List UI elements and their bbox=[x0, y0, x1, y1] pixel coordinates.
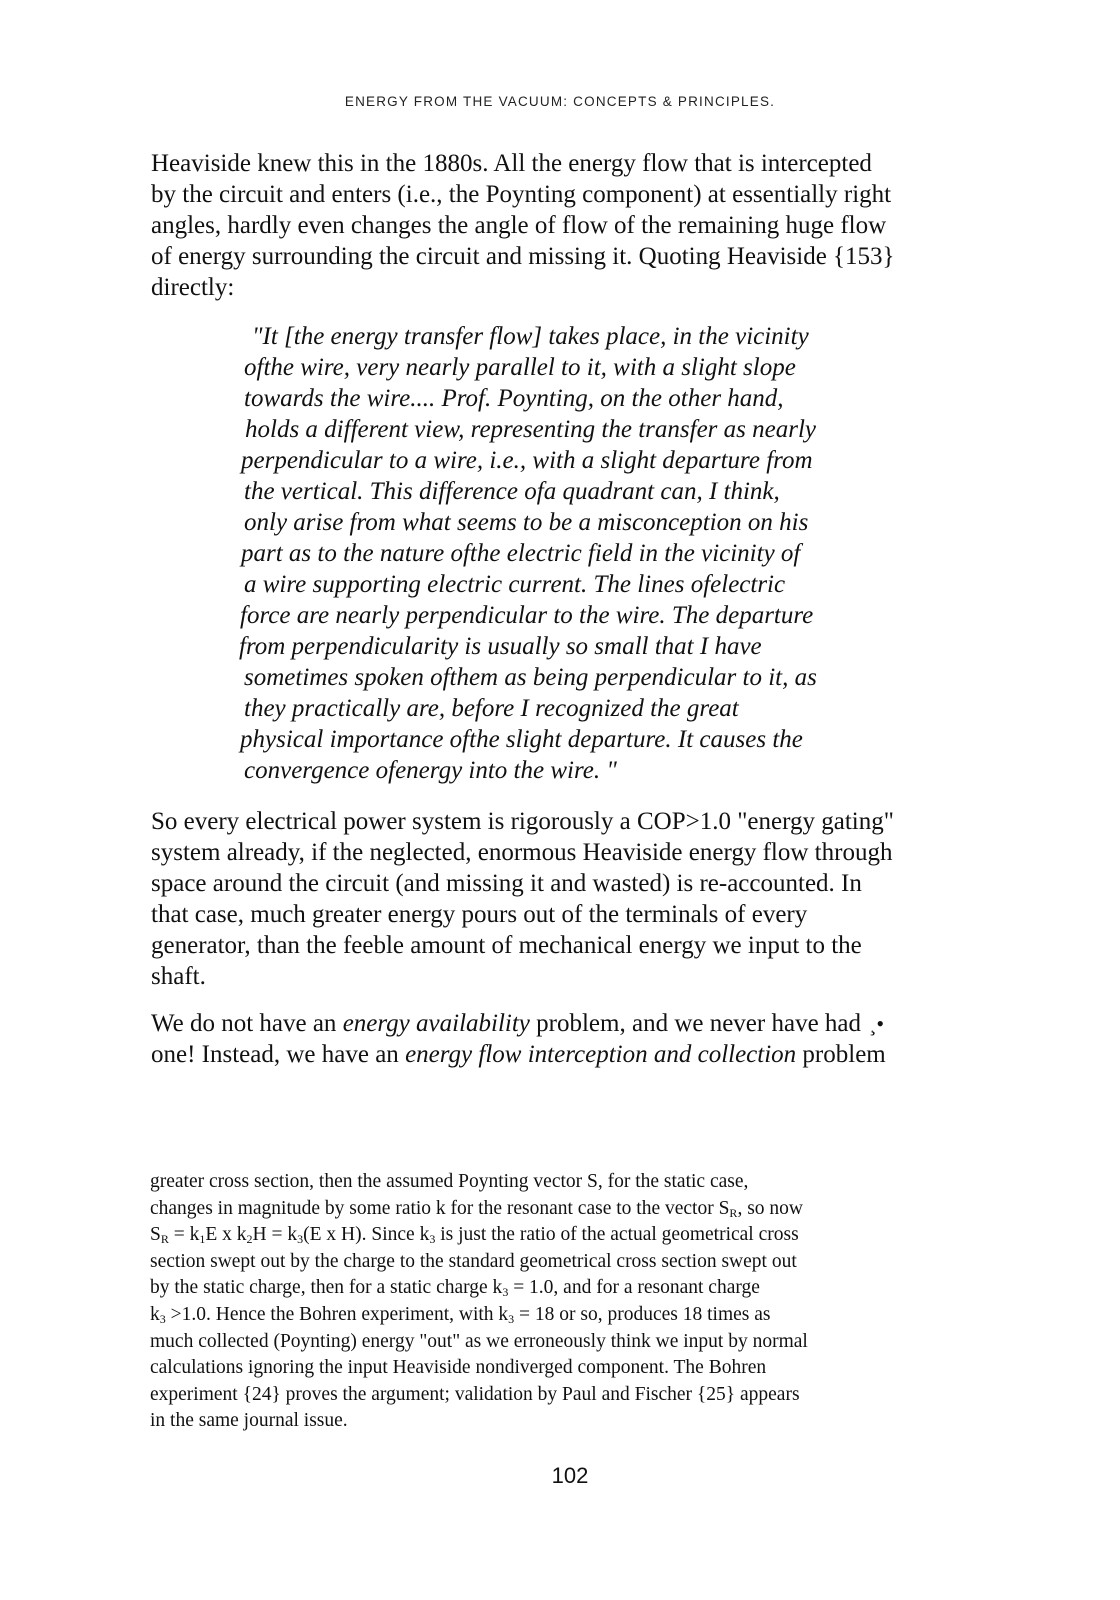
text-line: directly: bbox=[151, 274, 235, 301]
footnote bbox=[150, 1169, 990, 1435]
footnote-line: much collected (Poynting) energy "out" as we erroneously think we input by normal bbox=[150, 1330, 808, 1352]
text-run: problem, and we never have had bbox=[529, 1010, 862, 1037]
text-run: >1.0. Hence the Bohren experiment, with k bbox=[165, 1303, 509, 1325]
quote-line: physical importance ofthe slight departure. It causes the bbox=[240, 726, 803, 753]
quote-line: only arise from what seems to be a misconception on his bbox=[244, 509, 809, 536]
text-line: that case, much greater energy pours out of the terminals of every bbox=[151, 901, 808, 928]
subscript: 3 bbox=[502, 1285, 509, 1300]
heaviside-quote bbox=[238, 321, 898, 786]
quote-line: sometimes spoken ofthem as being perpendicular to it, as bbox=[244, 664, 817, 691]
stray-mark: ¸• bbox=[869, 1011, 885, 1036]
quote-line: the vertical. This difference ofa quadrant can, I think, bbox=[244, 478, 780, 505]
subscript: 3 bbox=[429, 1232, 436, 1247]
quote-line: holds a different view, representing the transfer as nearly bbox=[245, 416, 816, 443]
footnote-line: greater cross section, then the assumed Poynting vector S, for the static case, bbox=[150, 1171, 749, 1192]
quote-line: towards the wire.... Prof. Poynting, on the other hand, bbox=[244, 385, 784, 412]
text-run: E x k bbox=[205, 1224, 247, 1246]
subscript: 1 bbox=[199, 1232, 206, 1247]
footnote-line: calculations ignoring the input Heaviside nondiverged component. The Bohren bbox=[150, 1357, 767, 1379]
text-run: H = k bbox=[252, 1224, 298, 1246]
text-line: So every electrical power system is rigorously a COP>1.0 "energy gating" bbox=[151, 808, 894, 835]
text-line bbox=[151, 1008, 981, 1039]
subscript: R bbox=[160, 1232, 169, 1247]
running-header: ENERGY FROM THE VACUUM: CONCEPTS & PRINCIPLES. bbox=[344, 94, 776, 109]
text-line: space around the circuit (and missing it and wasted) is re-accounted. In bbox=[151, 870, 862, 897]
text-run: changes in magnitude by some ratio k for the resonant case to the vector S bbox=[150, 1197, 730, 1219]
footnote-line: experiment {24} proves the argument; validation by Paul and Fischer {25} appears bbox=[150, 1383, 800, 1405]
footnote-line: in the same journal issue. bbox=[150, 1410, 348, 1432]
quote-line: perpendicular to a wire, i.e., with a slight departure from bbox=[241, 447, 813, 474]
footnote-line bbox=[150, 1196, 990, 1223]
paragraph-energy-availability bbox=[151, 1008, 981, 1070]
text-run: , so now bbox=[737, 1197, 803, 1219]
text-run: = k bbox=[168, 1224, 200, 1246]
text-run: is just the ratio of the actual geometrical cross bbox=[435, 1224, 799, 1246]
text-line: by the circuit and enters (i.e., the Poynting component) at essentially right bbox=[151, 181, 892, 208]
footnote-line bbox=[150, 1302, 990, 1329]
text-run: We do not have an bbox=[151, 1010, 343, 1037]
page-number: 102 bbox=[551, 1463, 589, 1488]
text-line: shaft. bbox=[151, 963, 206, 990]
subscript: 3 bbox=[159, 1311, 166, 1326]
text-line: Heaviside knew this in the 1880s. All the energy flow that is intercepted bbox=[151, 150, 872, 177]
paragraph-heaviside-intro bbox=[151, 148, 981, 303]
text-line: angles, hardly even changes the angle of flow of the remaining huge flow bbox=[151, 212, 887, 239]
subscript: 3 bbox=[297, 1232, 304, 1247]
paragraph-cop-power-system bbox=[151, 806, 981, 992]
quote-line: ofthe wire, very nearly parallel to it, with a slight slope bbox=[244, 354, 796, 381]
quote-line: "It [the energy transfer flow] takes place, in the vicinity bbox=[252, 323, 809, 350]
text-run: k bbox=[150, 1303, 160, 1325]
emphasis-text: energy availability bbox=[342, 1010, 530, 1037]
text-line: system already, if the neglected, enormous Heaviside energy flow through bbox=[151, 839, 893, 866]
text-run: one! Instead, we have an bbox=[151, 1041, 406, 1068]
text-run: = 1.0, and for a resonant charge bbox=[508, 1277, 760, 1299]
text-line: generator, than the feeble amount of mechanical energy we input to the bbox=[151, 932, 862, 959]
subscript: 2 bbox=[246, 1232, 253, 1247]
footnote-line: section swept out by the charge to the standard geometrical cross section swept out bbox=[150, 1250, 797, 1272]
text-run: problem bbox=[796, 1041, 886, 1068]
footnote-line bbox=[150, 1222, 990, 1249]
text-line bbox=[151, 1039, 981, 1070]
quote-line: a wire supporting electric current. The lines ofelectric bbox=[244, 571, 786, 598]
subscript: R bbox=[729, 1205, 738, 1220]
quote-line: force are nearly perpendicular to the wire. The departure bbox=[240, 602, 814, 629]
quote-line: part as to the nature ofthe electric field in the vicinity of bbox=[241, 540, 801, 567]
subscript: 3 bbox=[508, 1311, 515, 1326]
quote-line: convergence ofenergy into the wire. " bbox=[244, 757, 617, 784]
text-run: = 18 or so, produces 18 times as bbox=[514, 1303, 771, 1325]
quote-line: they practically are, before I recognized the great bbox=[244, 695, 739, 722]
text-run: (E x H). Since k bbox=[303, 1224, 430, 1246]
emphasis-text: energy flow interception and collection bbox=[405, 1041, 797, 1068]
quote-line: from perpendicularity is usually so small that I have bbox=[239, 633, 762, 660]
footnote-line bbox=[150, 1275, 990, 1302]
text-run: by the static charge, then for a static charge k bbox=[150, 1277, 503, 1299]
text-line: of energy surrounding the circuit and missing it. Quoting Heaviside {153} bbox=[151, 243, 895, 270]
text-run: S bbox=[150, 1224, 161, 1246]
